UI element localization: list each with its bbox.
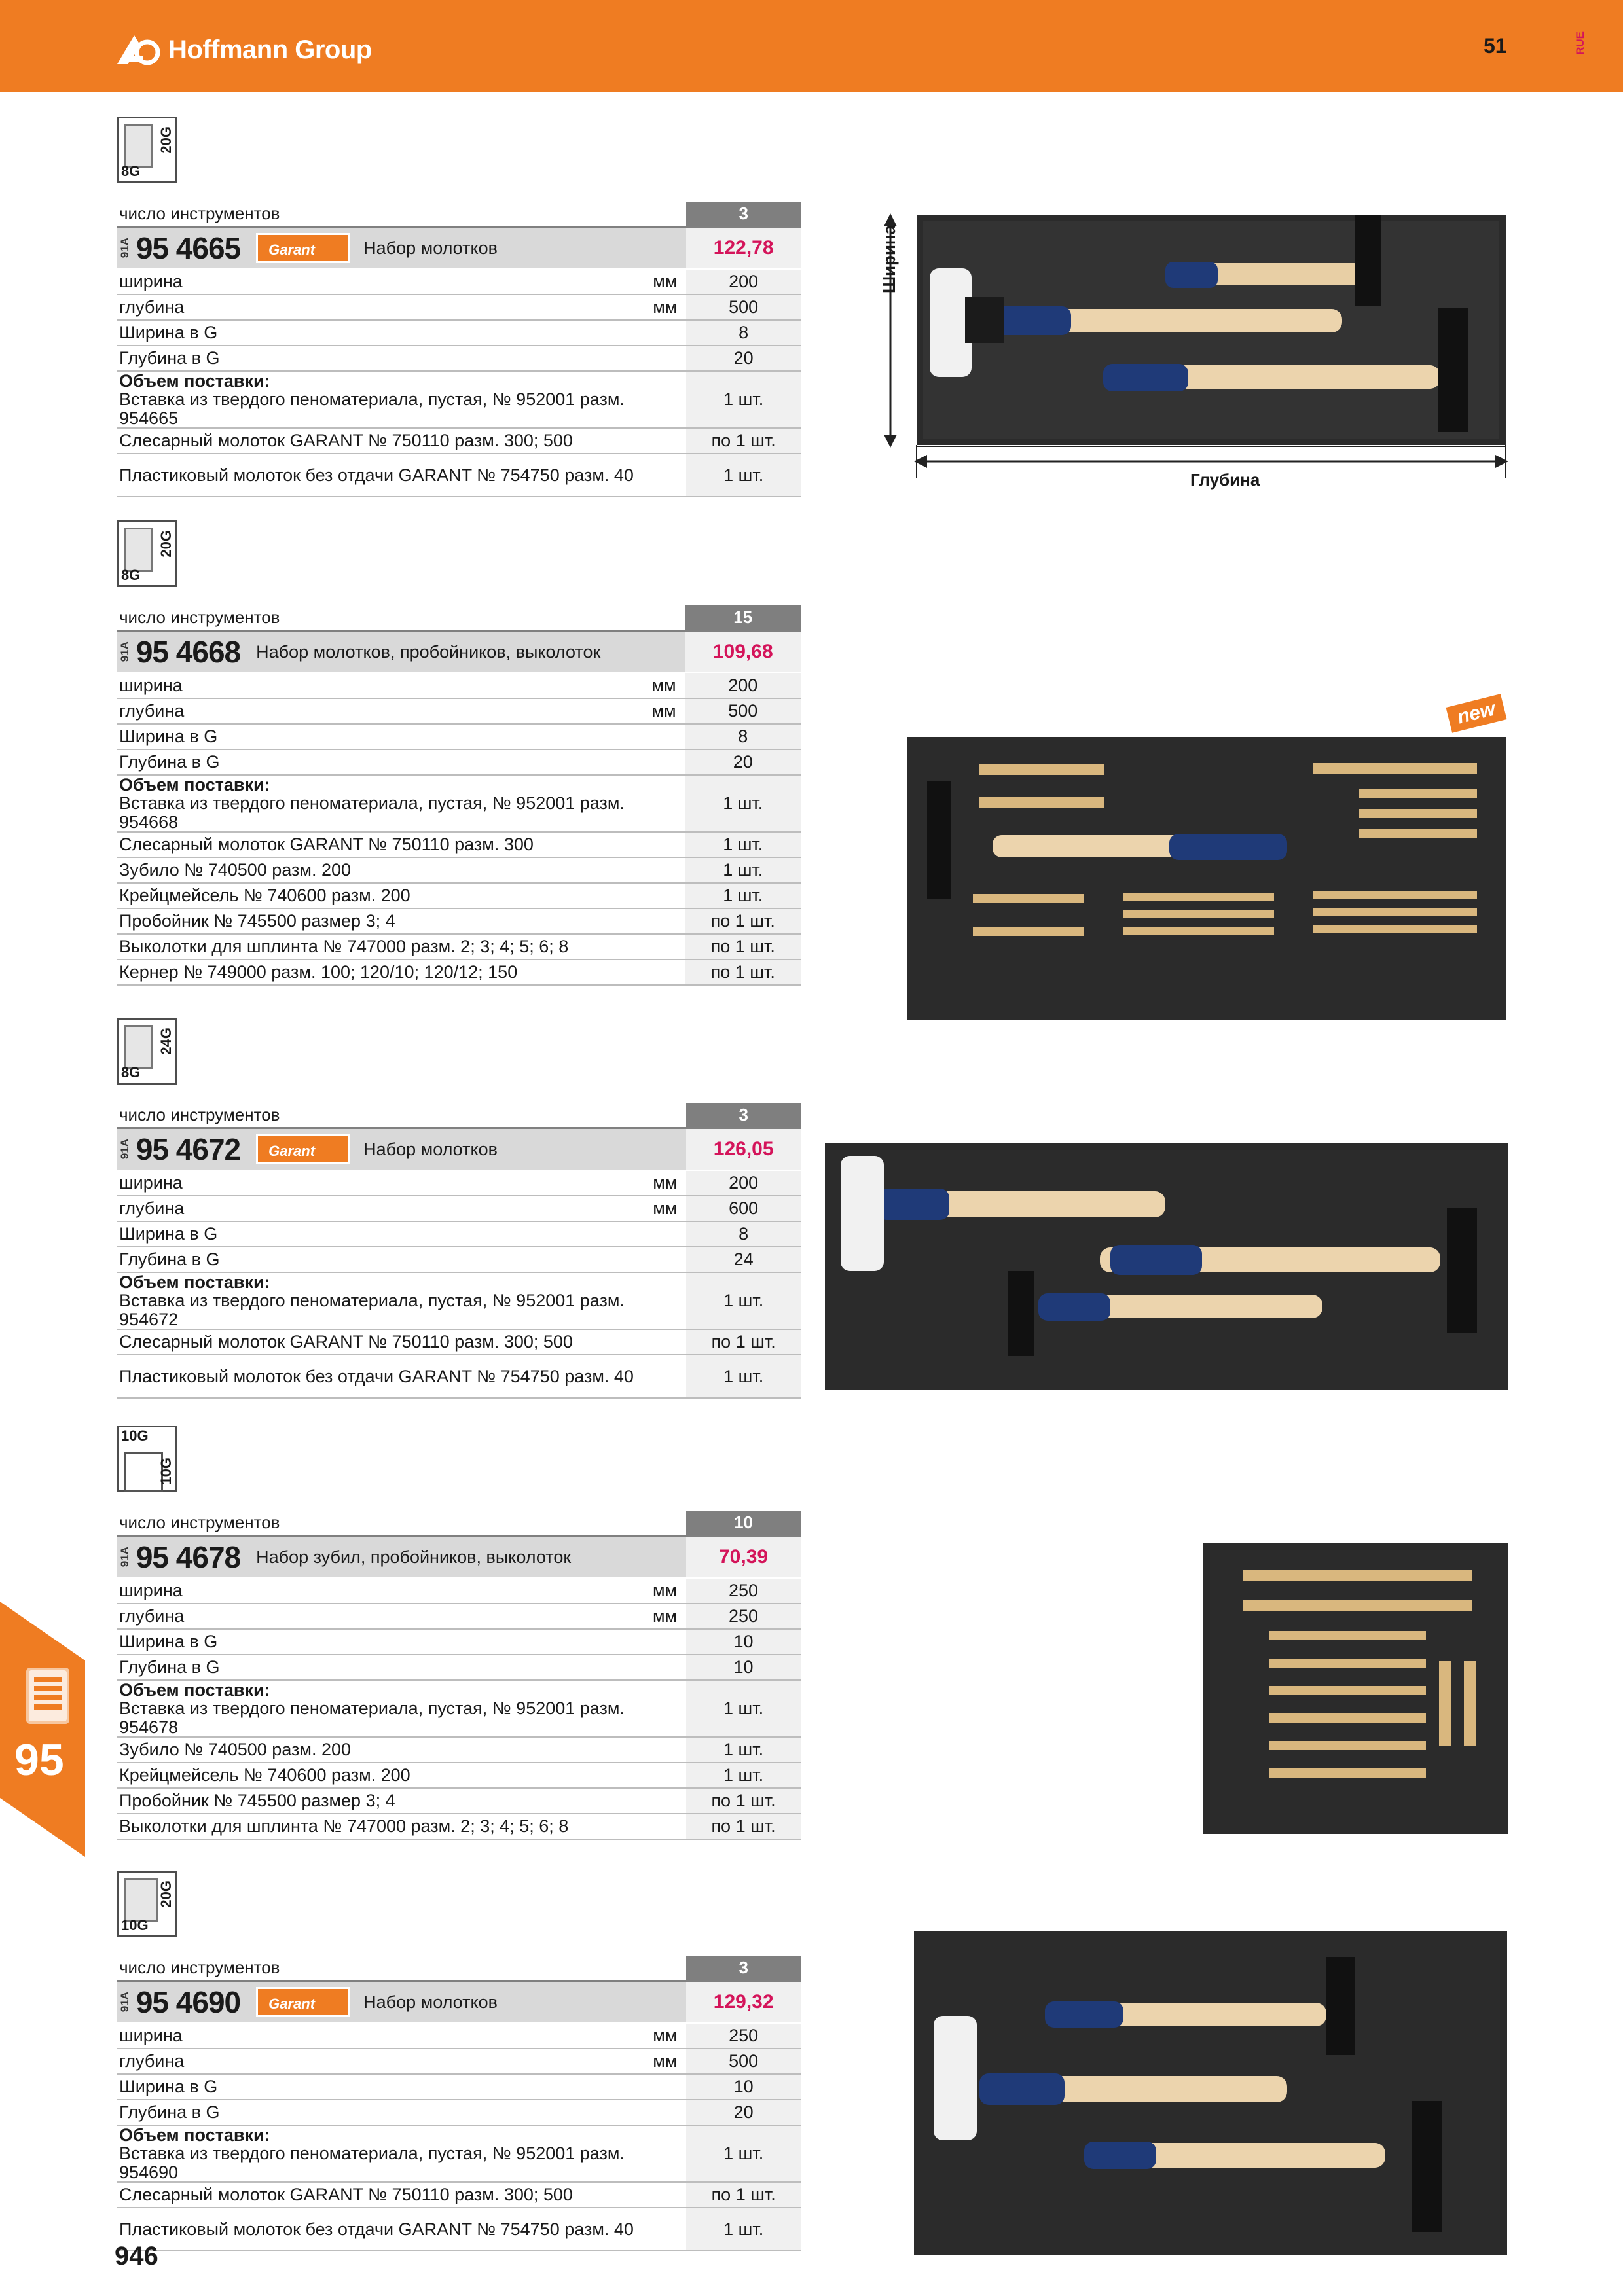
article-row[interactable]: [117, 1981, 686, 2024]
width-label: ширина: [117, 1578, 648, 1604]
item-qty: по 1 шт.: [686, 1788, 801, 1814]
width-g-value: 8: [686, 320, 801, 346]
grid-size-icon: 10G 20G: [117, 1871, 177, 1937]
depth-value: 500: [686, 295, 801, 320]
depth-value: 500: [685, 698, 801, 724]
width-label: ширина: [117, 269, 649, 295]
new-badge: new: [1446, 694, 1506, 733]
item-text: Слесарный молоток GARANT № 750110 разм. 300; 500: [117, 428, 686, 454]
item-qty: по 1 шт.: [685, 934, 801, 960]
brand-logo[interactable]: [115, 31, 372, 68]
depth-g-label: Глубина в G: [117, 749, 685, 775]
width-g-value: 10: [686, 2074, 801, 2100]
unit: мм: [649, 2023, 687, 2049]
product-image-954665: [877, 203, 1519, 491]
delivery-label: Объем поставки:: [119, 2125, 270, 2145]
price: 126,05: [686, 1128, 801, 1171]
item-qty: 1 шт.: [686, 1355, 801, 1398]
article-prefix: 91A: [119, 641, 131, 662]
product-name: Набор молотков, пробойников, выколоток: [256, 641, 601, 662]
article-number[interactable]: 95 4668: [136, 634, 241, 669]
item-qty: 1 шт.: [686, 371, 801, 428]
unit: мм: [649, 295, 687, 320]
garant-brand-badge: Garant: [256, 1987, 350, 2017]
article-row[interactable]: [117, 1536, 686, 1579]
width-value: 250: [686, 2023, 801, 2049]
page-number-top: 51: [1484, 34, 1507, 58]
language-code: RUE: [1574, 31, 1586, 55]
article-prefix: 91A: [119, 1547, 131, 1568]
delivery-item: [117, 775, 685, 832]
brand-name: Hoffmann Group: [168, 35, 372, 64]
delivery-label: Объем поставки:: [119, 1272, 270, 1292]
product-image-954678: [1203, 1543, 1508, 1834]
article-prefix: 91A: [119, 238, 131, 259]
item-text: Зубило № 740500 разм. 200: [117, 857, 685, 883]
item-text: Вставка из твердого пеноматериала, пустая, № 952001 разм. 954672: [119, 1291, 625, 1329]
unit: мм: [647, 673, 685, 698]
item-qty: 1 шт.: [686, 2208, 801, 2251]
tool-count: 3: [686, 202, 801, 227]
depth-value: 600: [686, 1196, 801, 1221]
width-dimension-label: Ширина: [879, 224, 899, 293]
item-qty: 1 шт.: [685, 775, 801, 832]
article-number[interactable]: 95 4690: [136, 1984, 241, 2019]
item-qty: 1 шт.: [686, 1737, 801, 1763]
item-qty: по 1 шт.: [686, 428, 801, 454]
delivery-label: Объем поставки:: [119, 775, 270, 795]
hoffmann-logo-icon: [115, 31, 164, 68]
grid-size-icon: 8G 20G: [117, 520, 177, 587]
tool-cabinet-icon: [26, 1668, 69, 1724]
delivery-label: Объем поставки:: [119, 371, 270, 391]
garant-brand-badge: Garant: [256, 233, 350, 263]
count-label: число инструментов: [117, 1956, 686, 1981]
item-qty: по 1 шт.: [686, 2182, 801, 2208]
count-label: число инструментов: [117, 202, 686, 227]
depth-g-value: 20: [686, 346, 801, 371]
width-label: ширина: [117, 1170, 649, 1196]
item-qty: по 1 шт.: [685, 908, 801, 934]
item-qty: 1 шт.: [686, 1272, 801, 1329]
width-g-value: 8: [685, 724, 801, 749]
depth-g-value: 10: [686, 1655, 801, 1680]
tool-count: 3: [686, 1103, 801, 1128]
depth-label: глубина: [117, 2049, 649, 2074]
grid-size-icon: 10G 10G: [117, 1426, 177, 1492]
tool-count: 3: [686, 1956, 801, 1981]
product-name: Набор молотков: [363, 238, 498, 258]
item-qty: по 1 шт.: [685, 960, 801, 985]
product-image-954668: [907, 737, 1506, 1020]
garant-brand-badge: Garant: [256, 1134, 350, 1164]
width-value: 250: [686, 1578, 801, 1604]
item-text: Вставка из твердого пеноматериала, пустая, № 952001 разм. 954665: [119, 389, 625, 428]
width-g-label: Ширина в G: [117, 724, 685, 749]
width-label: ширина: [117, 673, 647, 698]
product-name: Набор молотков: [363, 1992, 498, 2012]
delivery-label: Объем поставки:: [119, 1680, 270, 1700]
item-qty: 1 шт.: [686, 2125, 801, 2182]
grid-size-icon: 8G 24G: [117, 1018, 177, 1085]
count-label: число инструментов: [117, 1103, 686, 1128]
price: 122,78: [686, 227, 801, 270]
width-g-label: Ширина в G: [117, 2074, 686, 2100]
width-label: ширина: [117, 2023, 649, 2049]
item-text: Кернер № 749000 разм. 100; 120/10; 120/12; 150: [117, 960, 685, 985]
tool-count: 15: [685, 605, 801, 631]
depth-label: глубина: [117, 698, 647, 724]
item-text: Слесарный молоток GARANT № 750110 разм. 300; 500: [117, 2182, 686, 2208]
chapter-tab[interactable]: [0, 1602, 85, 1857]
item-text: Пробойник № 745500 размер 3; 4: [117, 908, 685, 934]
width-g-value: 10: [686, 1629, 801, 1655]
unit: мм: [649, 1170, 687, 1196]
spec-table: [117, 1956, 801, 2251]
depth-label: глубина: [117, 1196, 649, 1221]
item-qty: 1 шт.: [685, 857, 801, 883]
item-text: Слесарный молоток GARANT № 750110 разм. 300; 500: [117, 1329, 686, 1355]
item-text: Пластиковый молоток без отдачи GARANT № 754750 разм. 40: [117, 1355, 686, 1398]
price: 129,32: [686, 1981, 801, 2024]
depth-label: глубина: [117, 1604, 648, 1629]
delivery-item: [117, 1680, 686, 1737]
article-prefix: 91A: [119, 1139, 131, 1160]
unit: мм: [649, 1196, 687, 1221]
delivery-item: [117, 1272, 686, 1329]
item-text: Пробойник № 745500 размер 3; 4: [117, 1788, 686, 1814]
tool-count: 10: [686, 1511, 801, 1536]
grid-size-icon: 8G 20G: [117, 117, 177, 183]
spec-table: [117, 202, 801, 497]
count-label: число инструментов: [117, 605, 685, 631]
item-qty: 1 шт.: [685, 883, 801, 908]
spec-table: [117, 1103, 801, 1399]
depth-g-value: 24: [686, 1247, 801, 1272]
width-value: 200: [685, 673, 801, 698]
article-number[interactable]: 95 4665: [136, 230, 241, 265]
item-qty: 1 шт.: [686, 1763, 801, 1788]
spec-table: [117, 605, 801, 986]
item-text: Крейцмейсель № 740600 разм. 200: [117, 1763, 686, 1788]
item-text: Крейцмейсель № 740600 разм. 200: [117, 883, 685, 908]
item-qty: по 1 шт.: [686, 1814, 801, 1839]
article-row[interactable]: [117, 227, 686, 270]
depth-g-value: 20: [686, 2100, 801, 2125]
item-text: Пластиковый молоток без отдачи GARANT № 754750 разм. 40: [117, 2208, 686, 2251]
chapter-number: 95: [14, 1735, 64, 1785]
width-g-label: Ширина в G: [117, 1221, 686, 1247]
product-image-954690: [914, 1931, 1507, 2255]
unit: мм: [649, 2049, 687, 2074]
depth-value: 250: [686, 1604, 801, 1629]
article-row[interactable]: [117, 1128, 686, 1171]
unit: мм: [648, 1604, 686, 1629]
item-qty: 1 шт.: [686, 1680, 801, 1737]
delivery-item: [117, 2125, 686, 2182]
item-text: Вставка из твердого пеноматериала, пустая, № 952001 разм. 954668: [119, 793, 625, 832]
width-g-label: Ширина в G: [117, 1629, 686, 1655]
item-text: Зубило № 740500 разм. 200: [117, 1737, 686, 1763]
item-qty: 1 шт.: [686, 454, 801, 497]
unit: мм: [648, 1578, 686, 1604]
item-qty: по 1 шт.: [686, 1329, 801, 1355]
depth-label: глубина: [117, 295, 649, 320]
product-name: Набор молотков: [363, 1139, 498, 1159]
width-value: 200: [686, 269, 801, 295]
price: 70,39: [686, 1536, 801, 1579]
article-prefix: 91A: [119, 1992, 131, 2013]
unit: мм: [649, 269, 687, 295]
width-g-label: Ширина в G: [117, 320, 686, 346]
item-text: Выколотки для шплинта № 747000 разм. 2; 3; 4; 5; 6; 8: [117, 934, 685, 960]
page-number-bottom: 946: [115, 2242, 158, 2270]
depth-dimension-label: Глубина: [1190, 470, 1260, 490]
price: 109,68: [685, 631, 801, 673]
article-row[interactable]: [117, 631, 685, 673]
spec-table: [117, 1511, 801, 1840]
item-text: Слесарный молоток GARANT № 750110 разм. 300: [117, 832, 685, 857]
count-label: число инструментов: [117, 1511, 686, 1536]
product-image-954672: [825, 1143, 1508, 1390]
item-qty: 1 шт.: [685, 832, 801, 857]
product-name: Набор зубил, пробойников, выколоток: [256, 1547, 572, 1567]
depth-g-label: Глубина в G: [117, 1655, 686, 1680]
depth-g-label: Глубина в G: [117, 346, 686, 371]
article-number[interactable]: 95 4672: [136, 1132, 241, 1166]
width-g-value: 8: [686, 1221, 801, 1247]
item-text: Выколотки для шплинта № 747000 разм. 2; 3; 4; 5; 6; 8: [117, 1814, 686, 1839]
delivery-item: [117, 371, 686, 428]
article-number[interactable]: 95 4678: [136, 1539, 241, 1574]
item-text: Вставка из твердого пеноматериала, пустая, № 952001 разм. 954678: [119, 1698, 625, 1737]
item-text: Вставка из твердого пеноматериала, пустая, № 952001 разм. 954690: [119, 2144, 625, 2182]
depth-g-label: Глубина в G: [117, 1247, 686, 1272]
unit: мм: [647, 698, 685, 724]
depth-value: 500: [686, 2049, 801, 2074]
width-value: 200: [686, 1170, 801, 1196]
depth-g-label: Глубина в G: [117, 2100, 686, 2125]
item-text: Пластиковый молоток без отдачи GARANT № 754750 разм. 40: [117, 454, 686, 497]
depth-g-value: 20: [685, 749, 801, 775]
